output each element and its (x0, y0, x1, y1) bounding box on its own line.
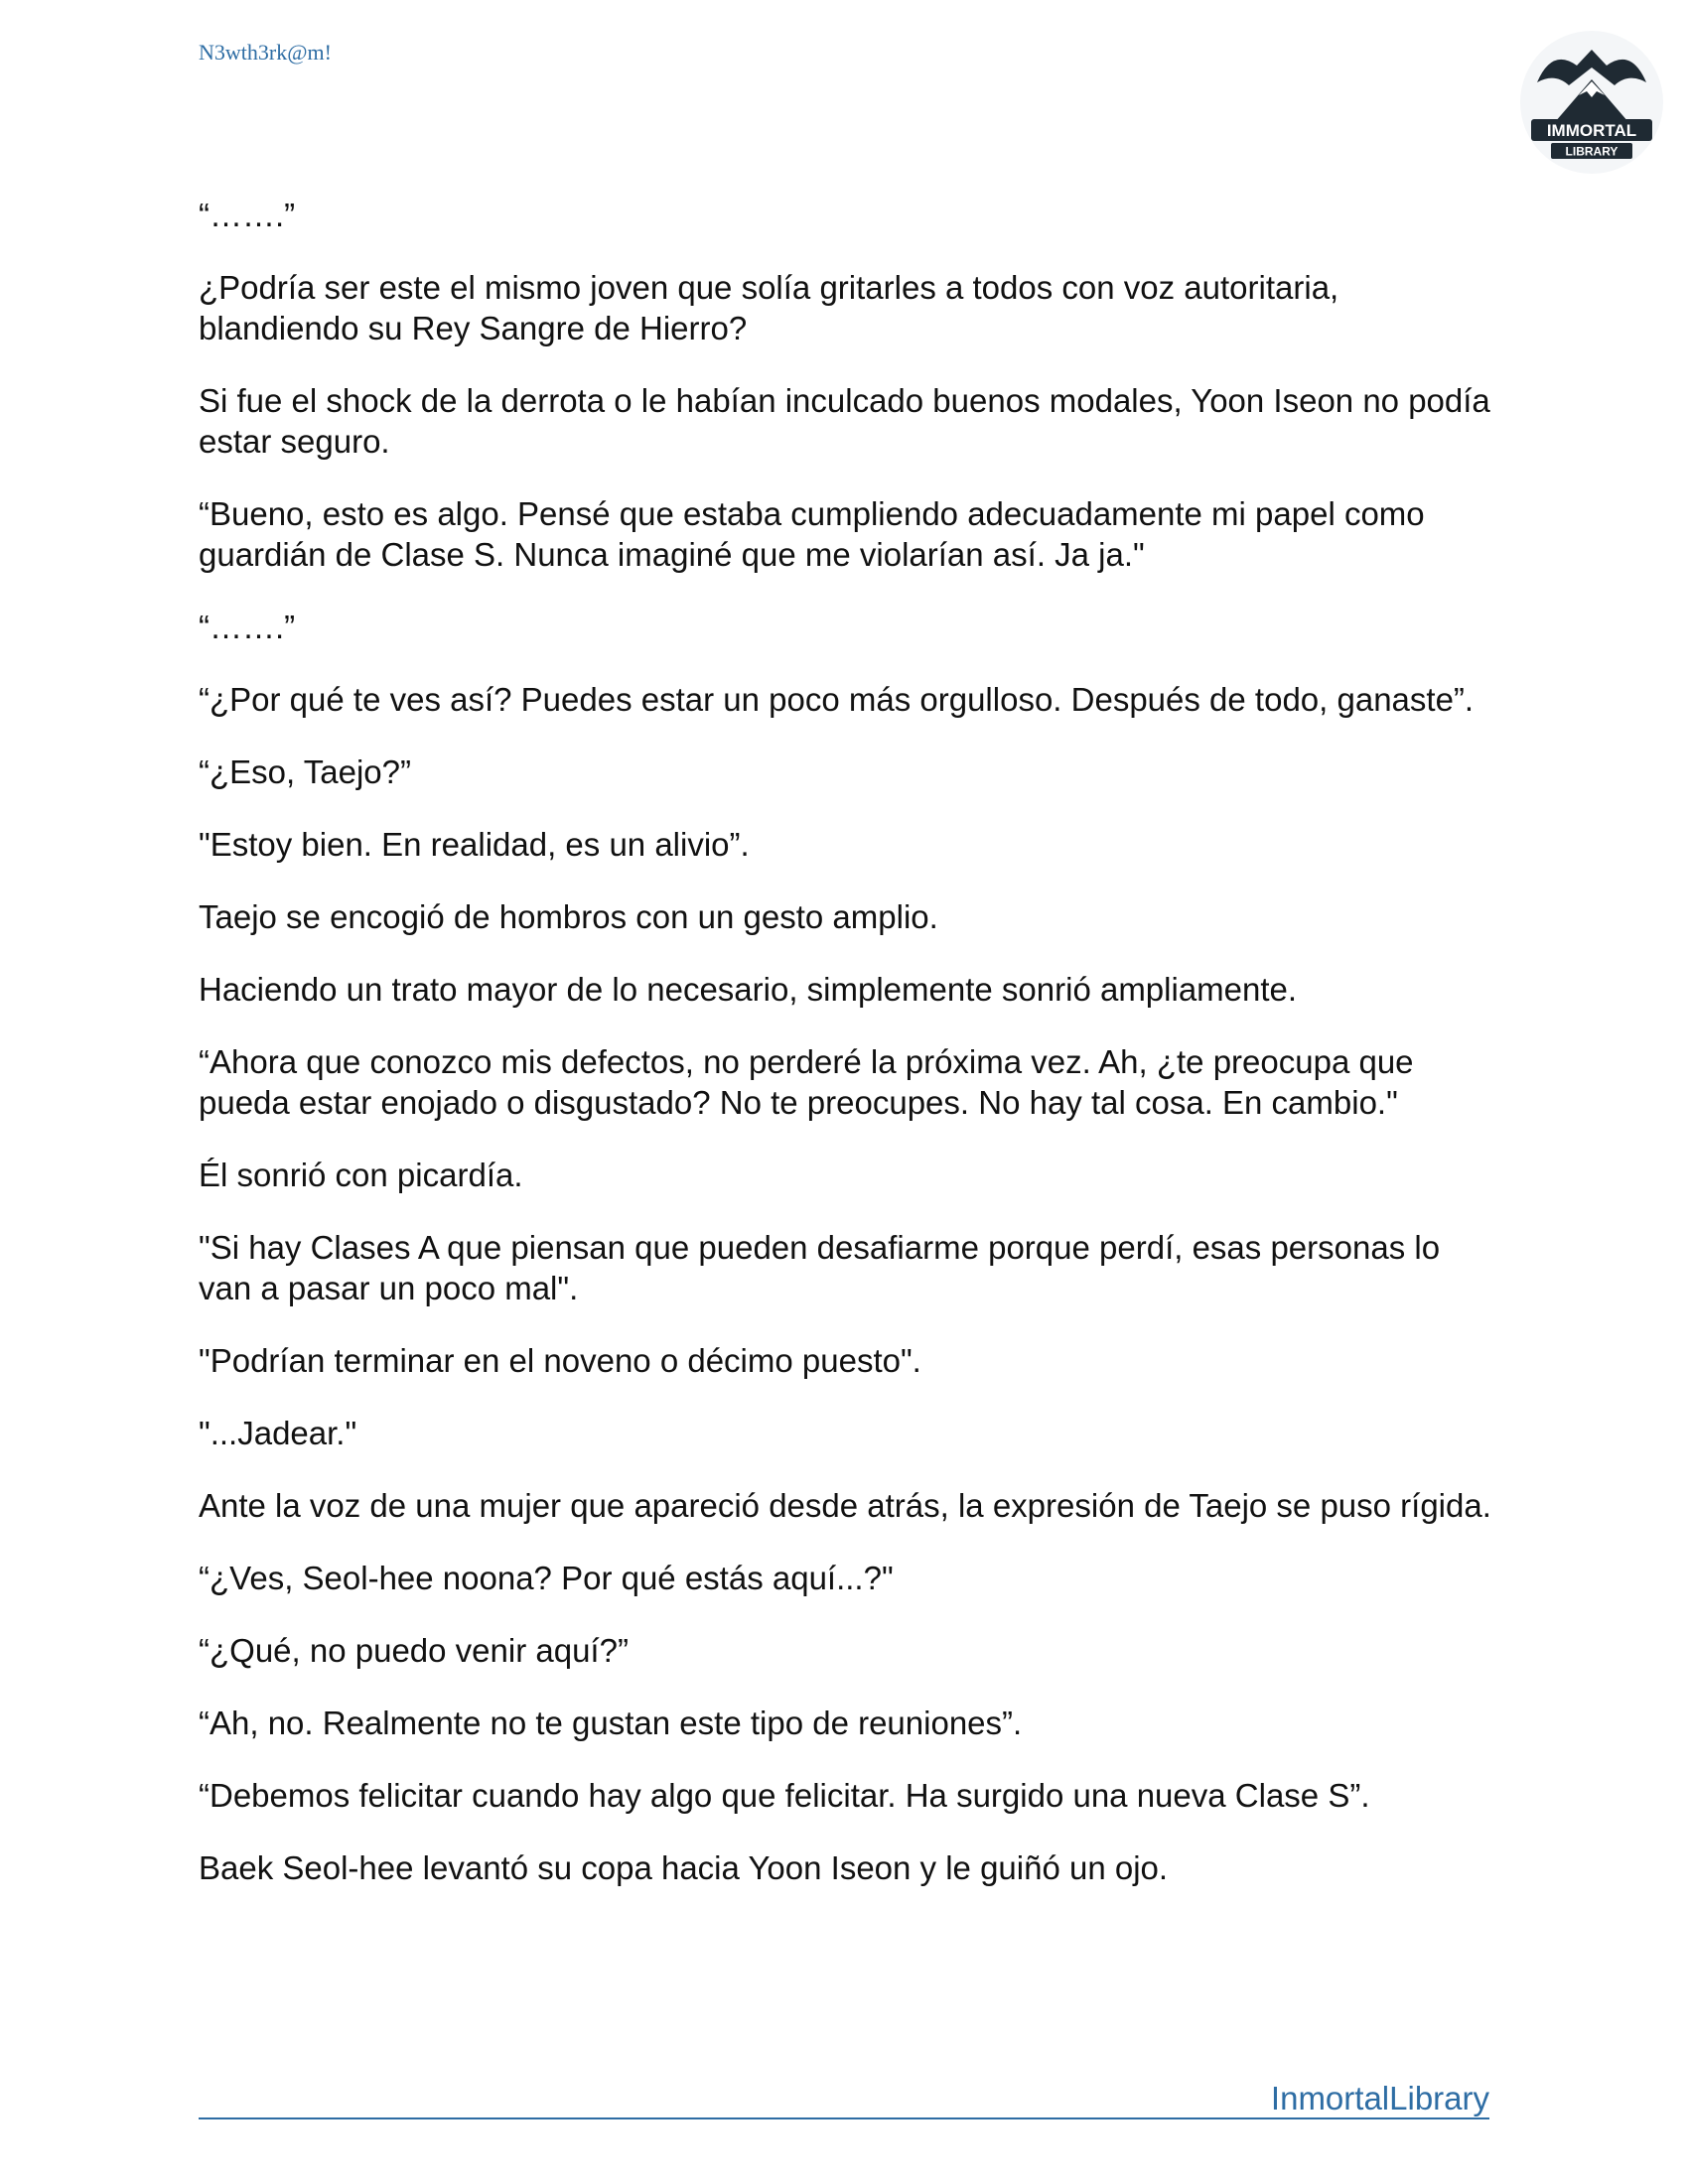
paragraph: "Estoy bien. En realidad, es un alivio”. (199, 826, 750, 863)
paragraph: “¿Qué, no puedo venir aquí?” (199, 1632, 629, 1669)
paragraph: “Ahora que conozco mis defectos, no perderé la próxima vez. Ah, ¿te preocupa que pueda estar enojado o disgustado? No te preocupes. No hay tal cosa. En cambio." (199, 1043, 1414, 1121)
paragraph: Ante la voz de una mujer que apareció desde atrás, la expresión de Taejo se puso rígida. (199, 1487, 1491, 1524)
paragraph: “¿Por qué te ves así? Puedes estar un poco más orgulloso. Después de todo, ganaste”. (199, 681, 1475, 718)
paragraph: “Ah, no. Realmente no te gustan este tipo de reuniones”. (199, 1705, 1023, 1741)
paragraph: “…….” (199, 197, 296, 233)
paragraph: "...Jadear." (199, 1415, 357, 1451)
paragraph: “Bueno, esto es algo. Pensé que estaba cumpliendo adecuadamente mi papel como guardián de Clase S. Nunca imaginé que me violarían así. Ja ja." (199, 495, 1425, 573)
paragraph: "Si hay Clases A que piensan que pueden desafiarme porque perdí, esas personas lo van a pasar un poco mal". (199, 1229, 1441, 1306)
chapter-body (199, 195, 1499, 1920)
footer-divider (199, 2117, 1489, 2119)
paragraph: Baek Seol-hee levantó su copa hacia Yoon Iseon y le guiñó un ojo. (199, 1849, 1169, 1886)
logo-line1: IMMORTAL (1546, 121, 1637, 140)
paragraph: “…….” (199, 609, 296, 645)
paragraph: Haciendo un trato mayor de lo necesario, simplemente sonrió ampliamente. (199, 971, 1298, 1008)
paragraph: “Debemos felicitar cuando hay algo que felicitar. Ha surgido una nueva Clase S”. (199, 1777, 1370, 1814)
paragraph: Taejo se encogió de hombros con un gesto amplio. (199, 898, 938, 935)
immortal-library-logo (1517, 28, 1666, 177)
logo-line2: LIBRARY (1565, 144, 1618, 159)
paragraph: “¿Ves, Seol-hee noona? Por qué estás aquí...?" (199, 1560, 894, 1596)
logo-graphic (1517, 28, 1666, 177)
paragraph: Si fue el shock de la derrota o le habían inculcado buenos modales, Yoon Iseon no podía estar seguro. (199, 382, 1490, 460)
paragraph: "Podrían terminar en el noveno o décimo puesto". (199, 1342, 921, 1379)
paragraph: ¿Podría ser este el mismo joven que solía gritarles a todos con voz autoritaria, blandiendo su Rey Sangre de Hierro? (199, 269, 1339, 346)
footer-site-link[interactable]: InmortalLibrary (1270, 2080, 1489, 2116)
paragraph: Él sonrió con picardía. (199, 1157, 523, 1193)
paragraph: “¿Eso, Taejo?” (199, 753, 411, 790)
header-watermark: N3wth3rk@m! (199, 40, 332, 65)
